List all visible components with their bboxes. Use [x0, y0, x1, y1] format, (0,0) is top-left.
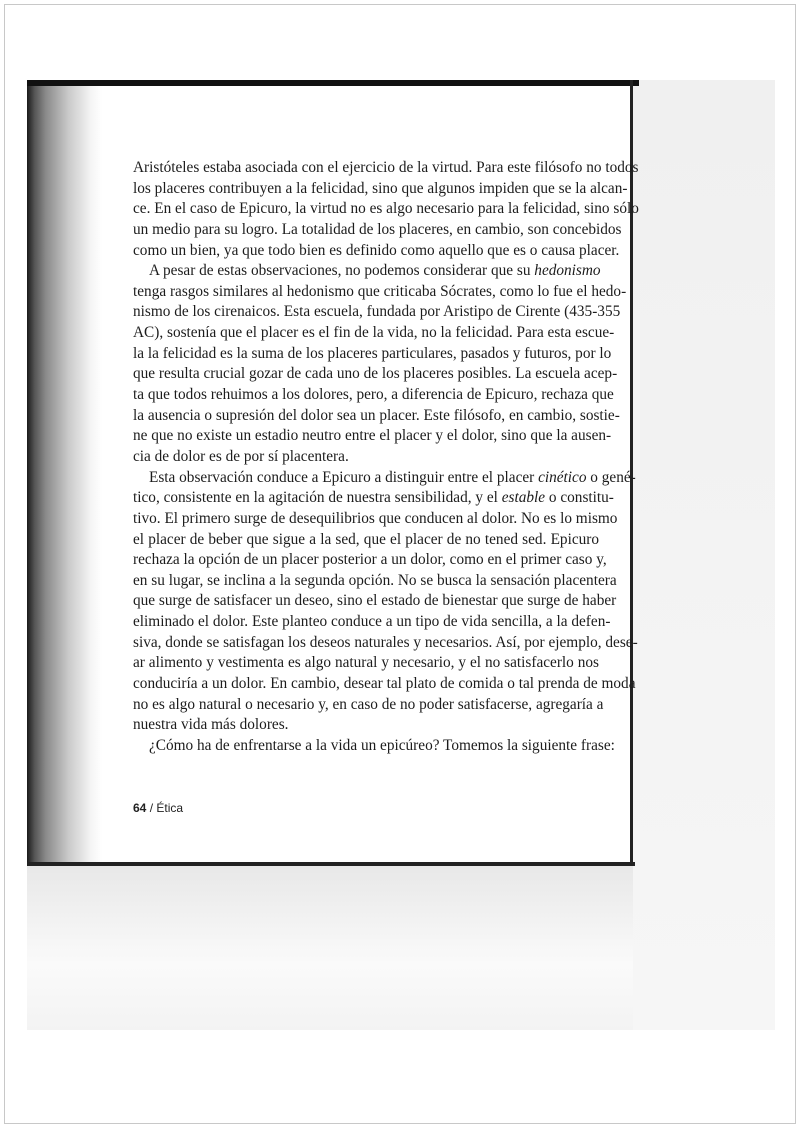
text-line: [133, 344, 612, 365]
text-line: [133, 571, 617, 592]
text-line: [133, 220, 622, 241]
text-segment: cia de dolor es de por sí placentera.: [133, 447, 349, 465]
text-line: [133, 715, 599, 736]
text-line: [133, 282, 627, 303]
text-segment: siva, donde se satisfagan los deseos naturales y necesarios. Así, por ejemplo, dese-: [133, 633, 638, 651]
text-segment: ne que no existe un estadio neutro entre el placer y el dolor, sino que la ausen-: [133, 427, 612, 445]
text-line: [133, 406, 620, 427]
scan-bottom-edge: [27, 862, 635, 866]
text-line: [133, 509, 618, 530]
section-title: Ética: [156, 801, 184, 815]
text-segment: ce. En el caso de Epicuro, la virtud no es algo necesario para la felicidad, sino sólo: [133, 200, 639, 218]
text-line: [133, 302, 621, 323]
text-segment: ¿Cómo ha de enfrentarse a la vida un epicúreo? Tomemos la siguiente frase:: [149, 736, 615, 754]
scan-background-right: [633, 80, 775, 1030]
text-segment: nismo de los cirenaicos. Esta escuela, fundada por Aristipo de Cirente (435-355: [133, 303, 621, 321]
text-line: [133, 323, 615, 344]
text-segment: que surge de satisfacer un deseo, sino el estado de bienestar que surge de haber: [133, 592, 617, 610]
text-segment: tenga rasgos similares al hedonismo que criticaba Sócrates, como lo fue el hedo-: [133, 282, 627, 300]
text-line: [133, 591, 617, 612]
text-line: [133, 488, 614, 509]
text-line: [133, 426, 612, 447]
text-line: [133, 695, 604, 716]
text-segment: los placeres contribuyen a la felicidad, sino que algunos impiden que se la alcan-: [133, 179, 628, 197]
text-segment: conduciría a un dolor. En cambio, desear tal plato de comida o tal prenda de moda: [133, 675, 636, 693]
page-footer: [133, 801, 183, 815]
text-line: [133, 468, 636, 489]
text-segment: o constitu-: [545, 489, 614, 507]
text-segment: o gené-: [586, 468, 636, 486]
scan-top-edge: [27, 80, 639, 86]
italic-term: estable: [501, 489, 546, 507]
text-segment: rechaza la opción de un placer posterior a un dolor, como en el primer caso y,: [133, 551, 607, 569]
text-segment: Aristóteles estaba asociada con el ejercicio de la virtud. Para este filósofo no todos: [133, 159, 639, 176]
text-line: [133, 612, 611, 633]
text-segment: AC), sostenía que el placer es el fin de la vida, no la felicidad. Para esta escue-: [133, 324, 615, 342]
text-line: [133, 550, 607, 571]
text-segment: nuestra vida más dolores.: [133, 716, 289, 734]
text-line: [133, 653, 599, 674]
text-segment: Esta observación conduce a Epicuro a distinguir entre el placer: [149, 468, 539, 486]
text-segment: tico, consistente en la agitación de nuestra sensibilidad, y el: [133, 489, 502, 507]
text-line: [133, 261, 599, 282]
text-segment: ta que todos rehuimos a los dolores, pero, a diferencia de Epicuro, rechaza que: [133, 386, 614, 404]
text-segment: A pesar de estas observaciones, no podemos considerar que su: [149, 262, 535, 280]
text-line: [133, 674, 636, 695]
text-line: [133, 179, 628, 200]
text-line: [133, 241, 620, 262]
text-segment: como un bien, ya que todo bien es definido como aquello que es o causa placer.: [133, 241, 620, 259]
text-segment: que resulta crucial gozar de cada uno de los placeres posibles. La escuela acep-: [133, 365, 618, 383]
text-line: [133, 158, 639, 179]
text-line: [133, 364, 618, 385]
text-segment: no es algo natural o necesario y, en caso de no poder satisfacerse, agregaría a: [133, 695, 604, 713]
body-text: [133, 158, 639, 757]
text-segment: la la felicidad es la suma de los placeres particulares, pasados y futuros, por lo: [133, 344, 612, 362]
text-line: [133, 530, 599, 551]
page-number: 64: [133, 801, 147, 815]
italic-term: hedonismo: [534, 262, 601, 280]
italic-term: cinético: [538, 468, 587, 486]
book-spine-shadow: [27, 84, 102, 864]
text-segment: tivo. El primero surge de desequilibrios que conducen al dolor. No es lo mismo: [133, 509, 618, 527]
text-line: [133, 447, 599, 468]
text-line: [133, 385, 614, 406]
scan-background-bottom: [27, 866, 633, 1030]
text-segment: en su lugar, se inclina a la segunda opción. No se busca la sensación placentera: [133, 571, 617, 589]
text-segment: el placer de beber que sigue a la sed, que el placer de no tened sed. Epicuro: [133, 530, 599, 548]
text-segment: ar alimento y vestimenta es algo natural y necesario, y el no satisfacerlo nos: [133, 654, 599, 672]
text-line: [133, 736, 615, 757]
text-line: [133, 199, 639, 220]
text-segment: un medio para su logro. La totalidad de los placeres, en cambio, son concebidos: [133, 220, 622, 238]
text-segment: la ausencia o supresión del dolor sea un placer. Este filósofo, en cambio, sostie-: [133, 406, 620, 424]
text-segment: eliminado el dolor. Este planteo conduce a un tipo de vida sencilla, a la defen-: [133, 613, 611, 631]
footer-separator: /: [146, 801, 157, 815]
text-line: [133, 633, 638, 654]
